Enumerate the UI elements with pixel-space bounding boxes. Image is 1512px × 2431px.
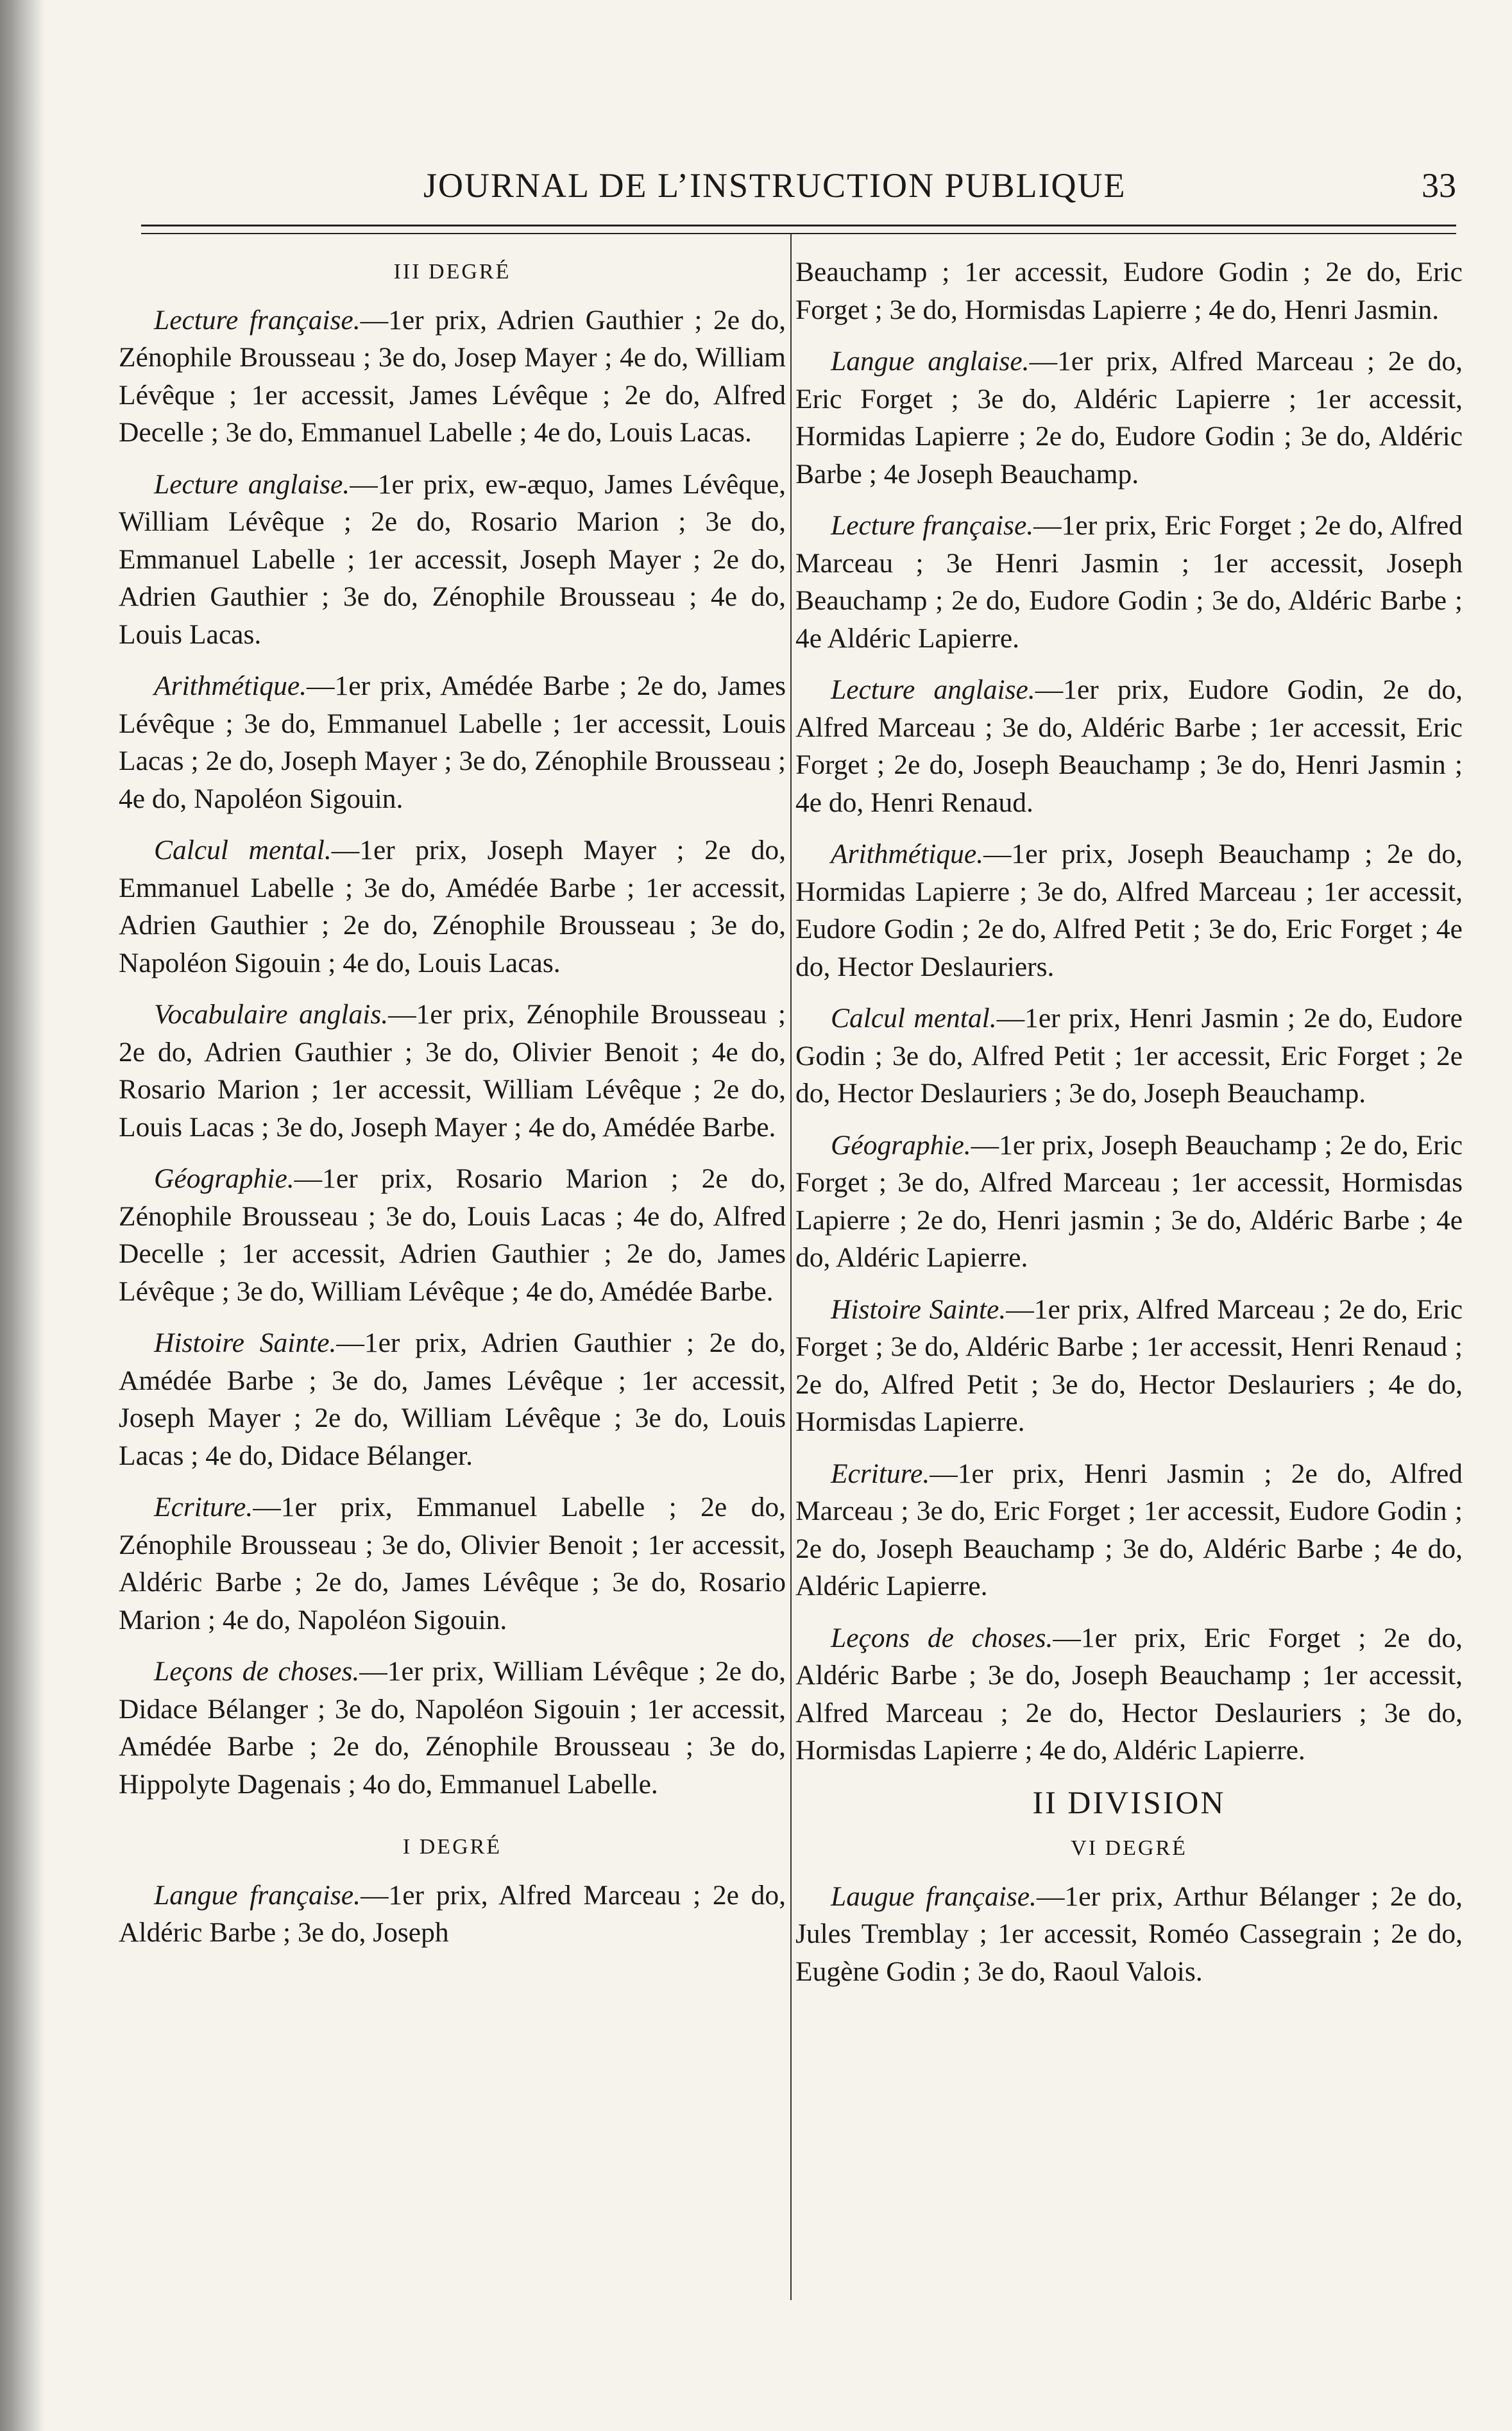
prize-list: —1er prix, Arthur Bélanger ; 2e do, Jules Tremblay ; 1er accessit, Roméo Cassegrain ; 2e do, Eugène Godin ; 3e do, Raoul Valois. [795,1881,1463,1987]
subject-name: Calcul mental. [154,835,332,866]
column-divider [790,234,792,2300]
header-rule [141,225,1456,234]
prize-list: —1er prix, Adrien Gauthier ; 2e do, Zénophile Brousseau ; 3e do, Josep Mayer ; 4e do, William Lévêque ; 1er accessit, James Lévêque ; 2e do, Alfred Decelle ; 3e do, Emmanuel Labelle ; 4e do, Louis Lacas. [119,304,786,448]
prize-list: —1er prix, Joseph Mayer ; 2e do, Emmanuel Labelle ; 3e do, Amédée Barbe ; 1er accessit, Adrien Gauthier ; 2e do, Zénophile Brousseau ; 3e do, Napoléon Sigouin ; 4e do, Louis Lacas. [119,835,786,978]
subject-name: Langue anglaise. [831,346,1030,377]
degree-heading-iii: III DEGRÉ [393,260,511,284]
degree-heading-vi: VI DEGRÉ [1071,1836,1187,1860]
prize-entry [119,1653,786,1803]
prize-list: —1er prix, Alfred Marceau ; 2e do, Eric Forget ; 3e do, Aldéric Lapierre ; 1er accessit, Hormidas Lapierre ; 2e do, Eudore Godin ; 3e do, Aldéric Barbe ; 4e Joseph Beauchamp. [795,346,1463,490]
subject-name: Histoire Sainte. [831,1293,1007,1325]
prize-list: —1er prix, Rosario Marion ; 2e do, Zénophile Brousseau ; 3e do, Louis Lacas ; 4e do, Alfred Decelle ; 1er accessit, Adrien Gauthier ; 2e do, James Lévêque ; 3e do, William Lévêque ; 4e do, Amédée Barbe. [119,1163,786,1307]
subject-name: Ecriture. [831,1458,930,1489]
prize-entry [119,832,786,982]
subject-name: Géographie. [831,1129,971,1161]
subject-name: Géographie. [154,1163,294,1194]
prize-list: —1er prix, Adrien Gauthier ; 2e do, Amédée Barbe ; 3e do, James Lévêque ; 1er accessit, Joseph Mayer ; 2e do, William Lévêque ; 3e do, Louis Lacas ; 4e do, Didace Bélanger. [119,1327,786,1471]
subject-name: Arithmétique. [154,670,307,701]
prize-entry [795,343,1463,493]
page-number: 33 [1422,166,1456,205]
subject-name: Leçons de choses. [154,1656,360,1687]
prize-entry [119,1877,786,1952]
subject-name: Vocabulaire anglais. [154,999,389,1030]
prize-list: —1er prix, Amédée Barbe ; 2e do, James Lévêque ; 3e do, Emmanuel Labelle ; 1er accessit, Louis Lacas ; 2e do, Joseph Mayer ; 3e do, Zénophile Brousseau ; 4e do, Napoléon Sigouin. [119,670,786,814]
prize-entry [119,1160,786,1310]
subject-name: Leçons de choses. [831,1622,1053,1653]
prize-list: —1er prix, William Lévêque ; 2e do, Didace Bélanger ; 3e do, Napoléon Sigouin ; 1er accessit, Amédée Barbe ; 2e do, Zénophile Brousseau ; 3e do, Hippolyte Dagenais ; 4o do, Emmanuel Labelle. [119,1656,786,1800]
prize-entry [795,1127,1463,1277]
prize-entry [795,1000,1463,1113]
continued-entry: Beauchamp ; 1er accessit, Eudore Godin ; 2e do, Eric Forget ; 3e do, Hormisdas Lapierre ; 4e do, Henri Jasmin. [795,257,1463,325]
prize-list: —1er prix, Alfred Marceau ; 2e do, Aldéric Barbe ; 3e do, Joseph [119,1879,786,1948]
subject-name: Calcul mental. [831,1003,997,1034]
prize-entry [795,507,1463,657]
prize-list: —1er prix, Henri Jasmin ; 2e do, Eudore Godin ; 3e do, Alfred Petit ; 1er accessit, Eric Forget ; 2e do, Hector Deslauriers ; 3e do, Joseph Beauchamp. [795,1003,1463,1109]
running-title: JOURNAL DE L’INSTRUCTION PUBLIQUE [423,166,1126,205]
division-heading: II DIVISION [1032,1784,1226,1820]
subject-name: Lecture française. [831,510,1034,541]
subject-name: Laugue française. [831,1881,1037,1912]
prize-list: —1er prix, Zénophile Brousseau ; 2e do, Adrien Gauthier ; 3e do, Olivier Benoit ; 4e do, Rosario Marion ; 1er accessit, William Lévêque ; 2e do, Louis Lacas ; 3e do, Joseph Mayer ; 4e do, Amédée Barbe. [119,999,786,1143]
prize-list: —1er prix, Eric Forget ; 2e do, Aldéric Barbe ; 3e do, Joseph Beauchamp ; 1er accessit, Alfred Marceau ; 2e do, Hector Deslauriers ; 3e do, Hormisdas Lapierre ; 4e do, Aldéric Lapierre. [795,1622,1463,1766]
prize-entry [119,466,786,654]
prize-entry [119,996,786,1146]
prize-list: —1er prix, Joseph Beauchamp ; 2e do, Eric Forget ; 3e do, Alfred Marceau ; 1er accessit, Hormisdas Lapierre ; 2e do, Henri jasmin ; 3e do, Aldéric Barbe ; 4e do, Aldéric Lapierre. [795,1129,1463,1273]
prize-entry [795,1878,1463,1991]
prize-list: —1er prix, Henri Jasmin ; 2e do, Alfred Marceau ; 3e do, Eric Forget ; 1er accessit, Eudore Godin ; 2e do, Joseph Beauchamp ; 3e do, Aldéric Barbe ; 4e do, Aldéric Lapierre. [795,1458,1463,1601]
subject-name: Langue française. [154,1879,361,1911]
subject-name: Lecture anglaise. [831,674,1035,705]
prize-entry [119,1324,786,1474]
subject-name: Lecture anglaise. [154,468,350,500]
prize-list: —1er prix, Joseph Beauchamp ; 2e do, Hormidas Lapierre ; 3e do, Alfred Marceau ; 1er accessit, Eudore Godin ; 2e do, Alfred Petit ; 3e do, Eric Forget ; 4e do, Hector Deslauriers. [795,839,1463,982]
prize-entry [119,1488,786,1639]
right-column [795,253,1463,2307]
prize-entry [795,1291,1463,1441]
subject-name: Ecriture. [154,1492,253,1523]
prize-list: —1er prix, ew-æquo, James Lévêque, William Lévêque ; 2e do, Rosario Marion ; 3e do, Emmanuel Labelle ; 1er accessit, Joseph Mayer ; 2e do, Adrien Gauthier ; 3e do, Zénophile Brousseau ; 4e do, Louis Lacas. [119,468,786,650]
prize-list: —1er prix, Eudore Godin, 2e do, Alfred Marceau ; 3e do, Aldéric Barbe ; 1er accessit, Eric Forget ; 2e do, Joseph Beauchamp ; 3e do, Henri Jasmin ; 4e do, Henri Renaud. [795,674,1463,818]
degree-heading-i: I DEGRÉ [402,1835,502,1859]
prize-entry [795,835,1463,985]
prize-entry [795,671,1463,821]
subject-name: Arithmétique. [831,839,983,869]
subject-name: Histoire Sainte. [154,1327,337,1358]
prize-list: —1er prix, Alfred Marceau ; 2e do, Eric Forget ; 3e do, Aldéric Barbe ; 1er accessit, Henri Renaud ; 2e do, Alfred Petit ; 3e do, Hector Deslauriers ; 4e do, Hormisdas Lapierre. [795,1293,1463,1437]
left-column [119,253,786,2307]
subject-name: Lecture française. [154,304,361,336]
page-header [141,166,1456,217]
prize-entry [795,1455,1463,1605]
prize-entry [795,1619,1463,1770]
prize-entry [119,667,786,817]
page-binding-edge [0,0,45,2431]
prize-list: —1er prix, Emmanuel Labelle ; 2e do, Zénophile Brousseau ; 3e do, Olivier Benoit ; 1er accessit, Aldéric Barbe ; 2e do, James Lévêque ; 3e do, Rosario Marion ; 4e do, Napoléon Sigouin. [119,1492,786,1635]
prize-list: —1er prix, Eric Forget ; 2e do, Alfred Marceau ; 3e Henri Jasmin ; 1er accessit, Joseph Beauchamp ; 2e do, Eudore Godin ; 3e do, Aldéric Barbe ; 4e Aldéric Lapierre. [795,510,1463,654]
prize-entry [119,302,786,452]
